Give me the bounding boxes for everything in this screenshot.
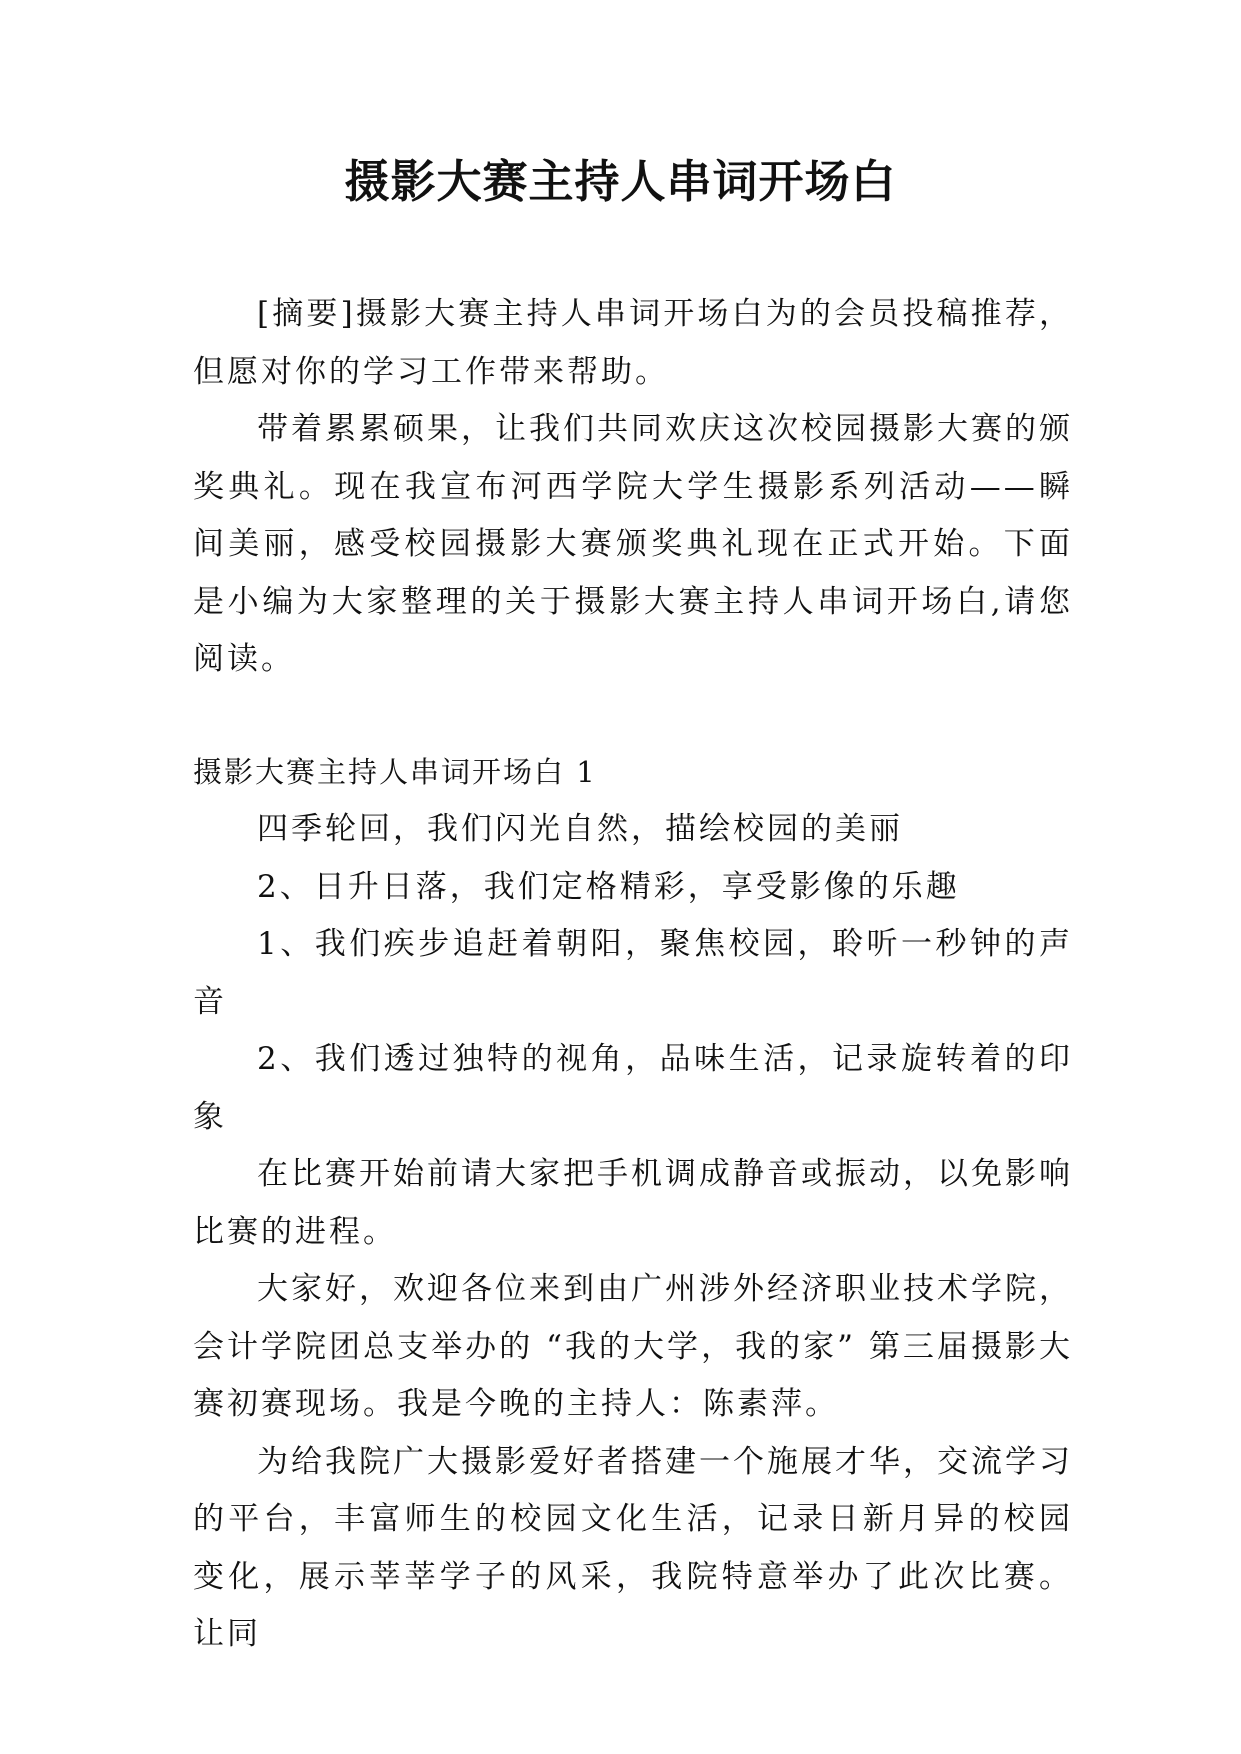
document-title: 摄影大赛主持人串词开场白 [344,155,897,208]
body-paragraph: 大家好，欢迎各位来到由广州涉外经济职业技术学院，会计学院团总支举办的 “我的大学，我的家” 第三届摄影大赛初赛现场。我是今晚的主持人：陈素萍。 [193,1271,1073,1422]
body-paragraph: 2、我们透过独特的视角，品味生活，记录旋转着的印象 [193,1041,1073,1135]
abstract-paragraph: [摘要]摄影大赛主持人串词开场白为的会员投稿推荐，但愿对你的学习工作带来帮助。 [193,296,1073,390]
body-paragraph: 为给我院广大摄影爱好者搭建一个施展才华，交流学习的平台，丰富师生的校园文化生活，记录日新月异的校园变化，展示莘莘学子的风采，我院特意举办了此次比赛。让同 [193,1443,1073,1652]
intro-paragraph: 带着累累硕果，让我们共同欢庆这次校园摄影大赛的颁奖典礼。现在我宣布河西学院大学生摄影系列活动——瞬间美丽，感受校园摄影大赛颁奖典礼现在正式开始。下面是小编为大家整理的关于摄影大赛主持人串词开场白,请您阅读。 [193,411,1073,677]
body-paragraph: 在比赛开始前请大家把手机调成静音或振动，以免影响比赛的进程。 [193,1156,1073,1250]
body-paragraph: 2、日升日落，我们定格精彩，享受影像的乐趣 [257,868,960,905]
section-heading: 摄影大赛主持人串词开场白 1 [193,754,597,789]
body-paragraph: 四季轮回，我们闪光自然，描绘校园的美丽 [257,811,903,847]
document-body [193,286,1073,1664]
body-paragraph: 1、我们疾步追赶着朝阳，聚焦校园，聆听一秒钟的声音 [193,926,1073,1020]
